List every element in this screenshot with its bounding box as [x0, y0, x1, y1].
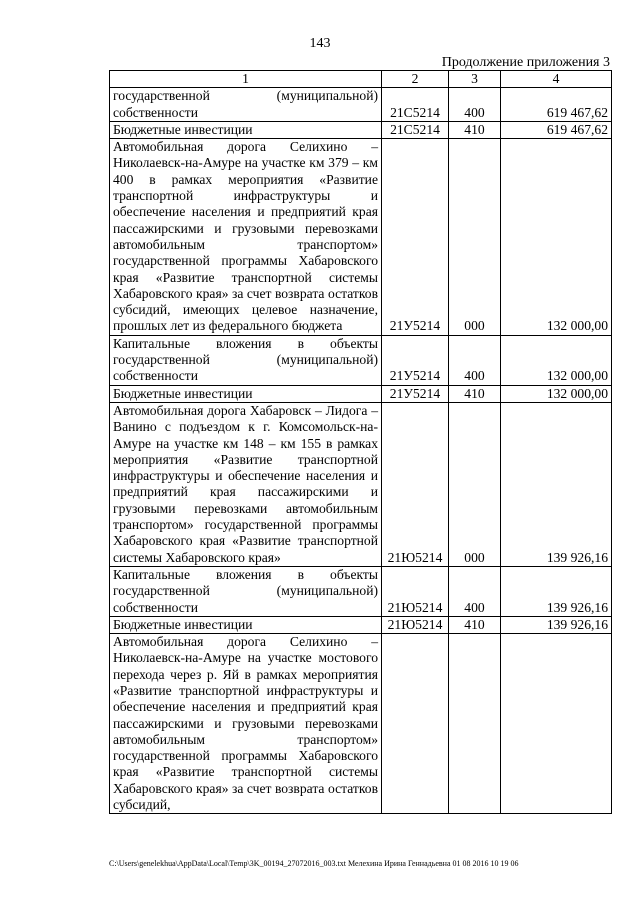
row-amount: 619 467,62 [501, 121, 612, 138]
row-amount: 132 000,00 [501, 335, 612, 385]
row-target-code: 21Ю5214 [382, 616, 449, 633]
row-target-code [382, 634, 449, 814]
row-target-code: 21С5214 [382, 88, 449, 122]
row-expense-type: 410 [449, 121, 501, 138]
row-expense-type: 410 [449, 616, 501, 633]
row-name: Бюджетные инвестиции [110, 121, 382, 138]
header-expense-type: 3 [449, 71, 501, 88]
table-header-row [110, 71, 612, 88]
row-target-code: 21Ю5214 [382, 566, 449, 616]
table-row [110, 634, 612, 814]
row-amount: 132 000,00 [501, 385, 612, 402]
row-name: Автомобильная дорога Селихино – Николаевск-на-Амуре на участке км 379 – км 400 в рамках мероприятия «Развитие транспортной инфраструктуры и обеспечение населения и предприятий края пассажирскими и грузовыми перевозками автомобильным транспортом» государственной программы Хабаровского края «Развитие транспортной системы Хабаровского края» за счет возврата остатков субсидий, имеющих целевое назначение, прошлых лет из федерального бюджета [110, 139, 382, 336]
row-expense-type: 400 [449, 335, 501, 385]
row-expense-type: 410 [449, 385, 501, 402]
table-row [110, 616, 612, 633]
row-amount: 139 926,16 [501, 402, 612, 566]
header-name: 1 [110, 71, 382, 88]
table-row [110, 566, 612, 616]
row-target-code: 21У5214 [382, 385, 449, 402]
table-row [110, 385, 612, 402]
row-name: Автомобильная дорога Хабаровск – Лидога – Ванино с подъездом к г. Комсомольск-на-Амуре на участке км 148 – км 155 в рамках мероприятия «Развитие транспортной инфраструктуры и обеспечение населения и предприятий края пассажирскими и грузовыми перевозками автомобильным транспортом» государственной программы Хабаровского края «Развитие транспортной системы Хабаровского края» [110, 402, 382, 566]
row-amount: 619 467,62 [501, 88, 612, 122]
continuation-caption: Продолжение приложения 3 [441, 55, 610, 70]
row-target-code: 21С5214 [382, 121, 449, 138]
row-expense-type: 000 [449, 139, 501, 336]
row-name: Бюджетные инвестиции [110, 385, 382, 402]
row-amount [501, 634, 612, 814]
file-path-footer: C:\Users\genelekhua\AppData\Local\Temp\3K_00194_27072016_003.txt Мелехина Ирина Геннадьевна 01 08 2016 10 19 06 [109, 859, 519, 868]
row-amount: 139 926,16 [501, 566, 612, 616]
row-name: государственной (муниципальной) собственности [110, 88, 382, 122]
row-amount: 132 000,00 [501, 139, 612, 336]
header-target-code: 2 [382, 71, 449, 88]
row-target-code: 21У5214 [382, 139, 449, 336]
row-name: Бюджетные инвестиции [110, 616, 382, 633]
page-number: 143 [309, 36, 331, 51]
table-row [110, 335, 612, 385]
row-expense-type: 400 [449, 566, 501, 616]
table-row [110, 121, 612, 138]
row-name: Капитальные вложения в объекты государственной (муниципальной) собственности [110, 566, 382, 616]
row-expense-type [449, 634, 501, 814]
row-target-code: 21Ю5214 [382, 402, 449, 566]
budget-table [109, 70, 612, 814]
row-target-code: 21У5214 [382, 335, 449, 385]
row-amount: 139 926,16 [501, 616, 612, 633]
table-row [110, 139, 612, 336]
table-row [110, 402, 612, 566]
row-name: Автомобильная дорога Селихино – Николаевск-на-Амуре на участке мостового перехода через р. Яй в рамках мероприятия «Развитие транспортной инфраструктуры и обеспечение населения и предприятий края пассажирскими и грузовыми перевозками автомобильным транспортом» государственной программы Хабаровского края «Развитие транспортной системы Хабаровского края» за счет возврата остатков субсидий, [110, 634, 382, 814]
table-row [110, 88, 612, 122]
row-name: Капитальные вложения в объекты государственной (муниципальной) собственности [110, 335, 382, 385]
row-expense-type: 000 [449, 402, 501, 566]
header-amount: 4 [501, 71, 612, 88]
row-expense-type: 400 [449, 88, 501, 122]
budget-table-container [109, 70, 611, 814]
